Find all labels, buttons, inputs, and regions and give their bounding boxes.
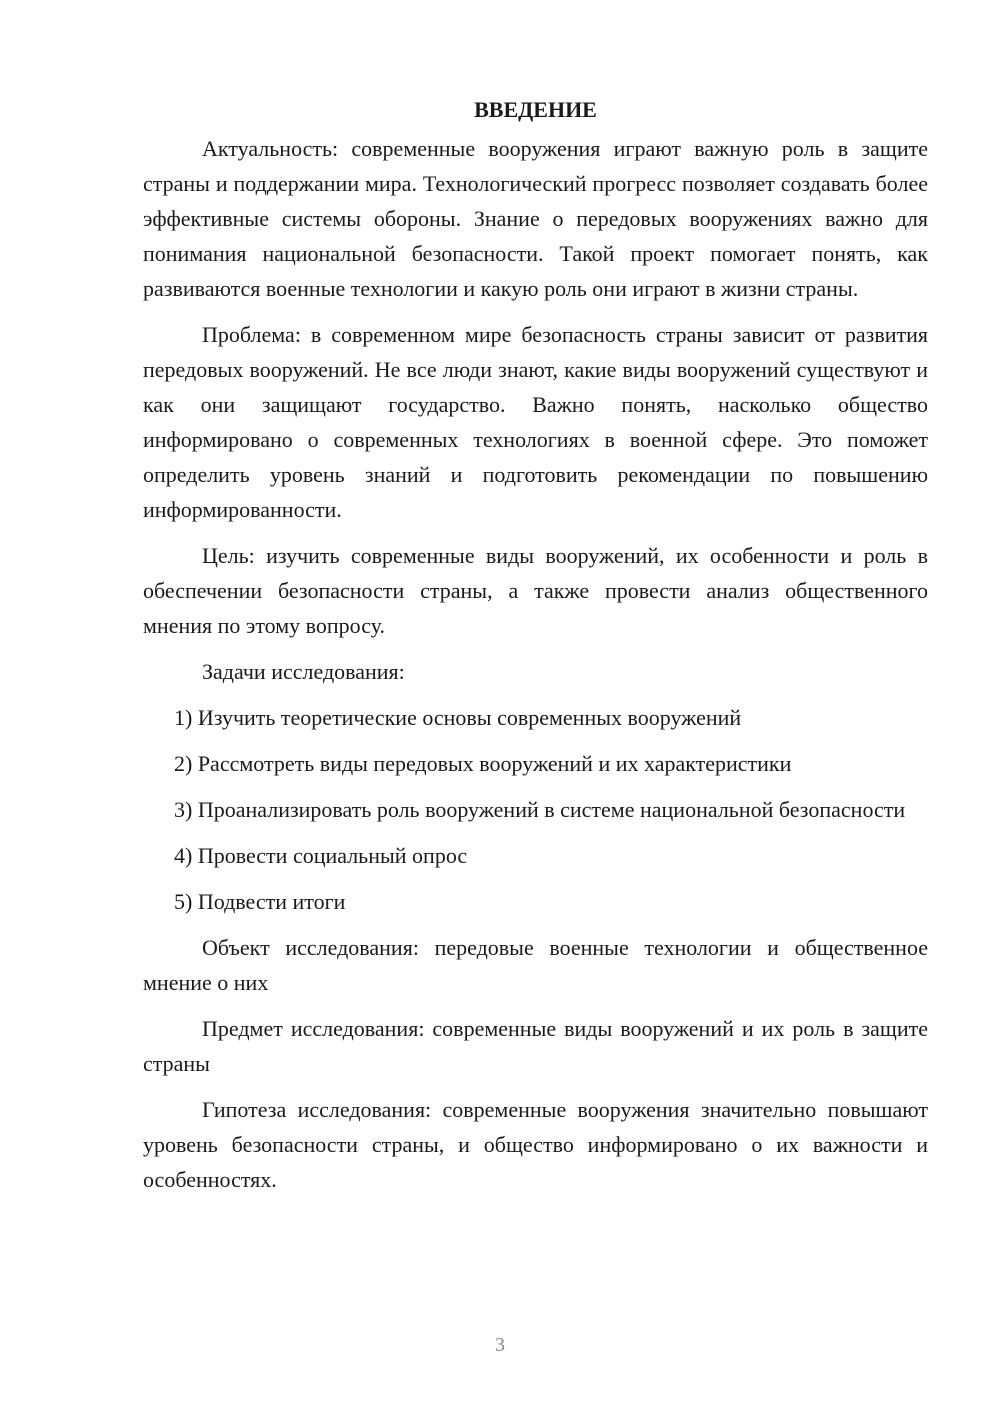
goal-paragraph: Цель: изучить современные виды вооружений, их особенности и роль в обеспечении безопасности страны, а также провести анализ общественного мнения по этому вопросу. — [143, 543, 928, 638]
task-item-1: 1) Изучить теоретические основы современных вооружений — [174, 705, 742, 730]
task-item-3: 3) Проанализировать роль вооружений в системе национальной безопасности — [174, 797, 906, 822]
page-number: 3 — [495, 1334, 505, 1356]
page-title: ВВЕДЕНИЕ — [474, 97, 597, 122]
task-item-2: 2) Рассмотреть виды передовых вооружений и их характеристики — [174, 751, 792, 776]
tasks-list — [143, 700, 928, 919]
relevance-paragraph: Актуальность: современные вооружения играют важную роль в защите страны и поддержании мира. Технологический прогресс позволяет создавать более эффективные системы обороны. Знание о передовых вооружениях важно для понимания национальной безопасности. Такой проект помогает понять, как развиваются военные технологии и какую роль они играют в жизни страны. — [143, 136, 928, 301]
hypothesis-paragraph: Гипотеза исследования: современные вооружения значительно повышают уровень безопасности страны, и общество информировано о их важности и особенностях. — [143, 1097, 928, 1192]
task-item-5: 5) Подвести итоги — [174, 889, 346, 914]
page-content — [143, 92, 928, 1197]
subject-paragraph: Предмет исследования: современные виды вооружений и их роль в защите страны — [143, 1016, 928, 1076]
problem-paragraph: Проблема: в современном мире безопасность страны зависит от развития передовых вооружений. Не все люди знают, какие виды вооружений существуют и как они защищают государство. Важно понять, насколько общество информировано о современных технологиях в военной сфере. Это поможет определить уровень знаний и подготовить рекомендации по повышению информированности. — [143, 322, 928, 522]
task-item-4: 4) Провести социальный опрос — [174, 843, 468, 868]
tasks-heading: Задачи исследования: — [202, 659, 405, 684]
object-paragraph: Объект исследования: передовые военные технологии и общественное мнение о них — [143, 935, 928, 995]
